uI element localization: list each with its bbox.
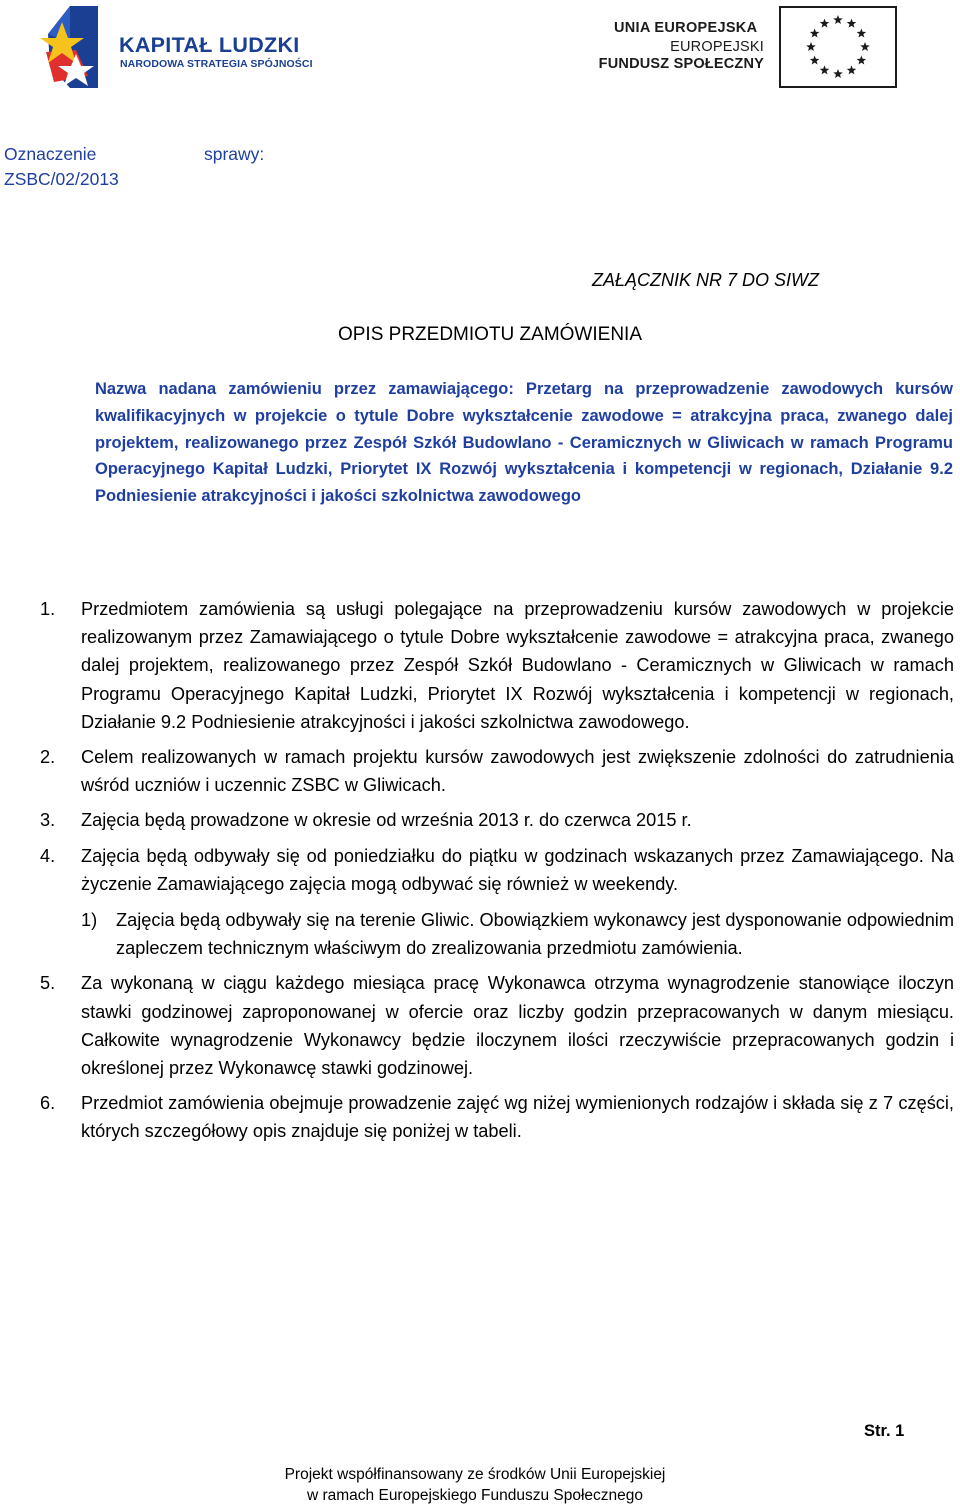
eu-logo-line-2: EUROPEJSKI (670, 39, 764, 55)
list-item (40, 1089, 954, 1145)
list-item-text: Zajęcia będą odbywały się od poniedziałku do piątku w godzinach wskazanych przez Zamawiającego. Na życzenie Zamawiającego zajęcia mogą odbywać się również w weekendy. (81, 845, 954, 894)
numbered-list (40, 595, 954, 1153)
list-item (40, 969, 954, 1082)
page-number: Str. 1 (864, 1422, 905, 1440)
reference-label: Oznaczenie (4, 144, 97, 164)
list-item-number: 6. (40, 1093, 56, 1114)
sub-list-item-number: 1) (81, 910, 98, 931)
sub-list-item-text: Zajęcia będą odbywały się na terenie Gliwic. Obowiązkiem wykonawcy jest dysponowanie odpowiednim zapleczem technicznym właściwym do zrealizowania przedmiotu zamówienia. (116, 910, 954, 959)
footer (0, 1464, 950, 1506)
eu-logo-line-1: UNIA EUROPEJSKA (614, 20, 758, 36)
sub-list-item (81, 906, 954, 962)
list-item-number: 5. (40, 973, 56, 994)
kapital-ludzki-subtitle: NARODOWA STRATEGIA SPÓJNOŚCI (120, 58, 313, 70)
list-item (40, 595, 954, 736)
list-item-text: Zajęcia będą prowadzone w okresie od września 2013 r. do czerwca 2015 r. (81, 810, 692, 831)
footer-line-2: w ramach Europejskiego Funduszu Społecznego (306, 1487, 644, 1504)
contract-name-paragraph: Nazwa nadana zamówieniu przez zamawiającego: Przetarg na przeprowadzenie zawodowych kursów kwalifikacyjnych w projekcie o tytule Dobre wykształcenie zawodowe = atrakcyjna praca, zwanego dalej projektem, realizowanego przez Zespół Szkół Budowlano - Ceramicznych w Gliwicach w ramach Programu Operacyjnego Kapitał Ludzki, Priorytet IX Rozwój wykształcenia i kompetencji w regionach, Działanie 9.2 Podniesienie atrakcyjności i jakości szkolnictwa zawodowego (95, 380, 953, 506)
list-item-number: 3. (40, 810, 56, 831)
page-title: OPIS PRZEDMIOTU ZAMÓWIENIA (337, 324, 642, 345)
list-item-text: Celem realizowanych w ramach projektu kursów zawodowych jest zwiększenie zdolności do zatrudnienia wśród uczniów i uczennic ZSBC w Gliwicach. (81, 747, 954, 796)
reference-label-2: sprawy: (204, 144, 265, 164)
list-item (40, 806, 954, 834)
list-item-text: Za wykonaną w ciągu każdego miesiąca pracę Wykonawca otrzyma wynagrodzenie stanowiące iloczyn stawki godzinowej zaproponowanej w ofercie oraz liczby godzin przepracowanych w danym miesiącu. Całkowite wynagrodzenie Wykonawcy będzie iloczynem ilości rzeczywiście przepracowanych godzin i określonej przez Wykonawcę stawki godzinowej. (81, 973, 954, 1079)
list-item-number: 2. (40, 747, 56, 768)
eu-flag-icon (779, 6, 897, 88)
annex-label: ZAŁĄCZNIK NR 7 DO SIWZ (592, 270, 820, 290)
kapital-ludzki-title: KAPITAŁ LUDZKI (119, 33, 300, 57)
list-item-number: 4. (40, 845, 56, 866)
list-item (40, 842, 954, 963)
reference-number: ZSBC/02/2013 (4, 169, 119, 189)
list-item (40, 743, 954, 799)
list-item-text: Przedmiotem zamówienia są usługi polegające na przeprowadzeniu kursów zawodowych w projekcie realizowanym przez Zamawiającego o tytule Dobre wykształcenie zawodowe = atrakcyjna praca, zwanego dalej projektem, realizowanego przez Zespół Szkół Budowlano - Ceramicznych w Gliwicach w ramach Programu Operacyjnego Kapitał Ludzki, Priorytet IX Rozwój wykształcenia i kompetencji w regionach, Działanie 9.2 Podniesienie atrakcyjności i jakości szkolnictwa zawodowego. (81, 599, 954, 732)
footer-line-1: Projekt współfinansowany ze środków Unii Europejskiej (284, 1466, 666, 1483)
list-item-text: Przedmiot zamówienia obejmuje prowadzenie zajęć wg niżej wymienionych rodzajów i składa się z 7 części, których szczegółowy opis znajduje się poniżej w tabeli. (81, 1093, 954, 1142)
eu-logo-line-3: FUNDUSZ SPOŁECZNY (598, 56, 764, 72)
list-item-number: 1. (40, 599, 56, 619)
